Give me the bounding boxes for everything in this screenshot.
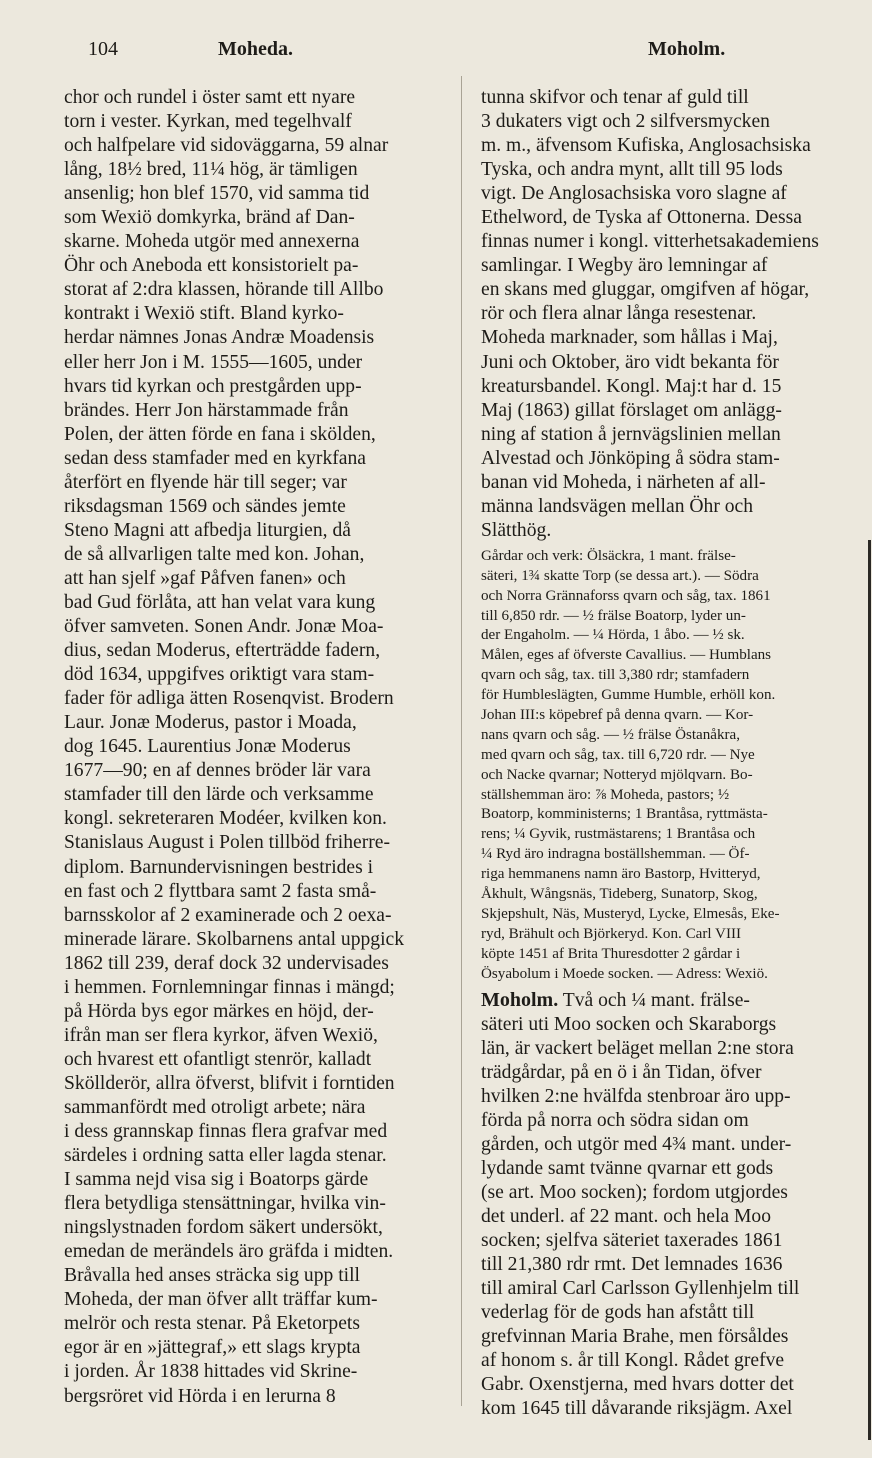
text-line: flera betydliga stensättningar, hvilka vin- [64,1193,386,1215]
small-text-line: och Norra Grännaforss qvarn och såg, tax. 1861 [481,587,771,604]
text-line: att han sjelf »gaf Påfven fanen» och [64,567,346,589]
right-running-title: Moholm. [648,38,726,60]
text-line: diplom. Barnundervisningen bestrides i [64,856,374,878]
text-line: rör och flera alnar långa resestenar. [481,303,757,325]
text-line: som Wexiö domkyrka, bränd af Dan- [64,207,355,229]
small-text-line: med qvarn och såg, tax. till 6,720 rdr. — Nye [481,746,755,763]
text-line: emedan de merändels äro gräfda i midten. [64,1241,394,1263]
small-text-line: qvarn och såg, tax. till 3,380 rdr; stamfadern [481,667,750,684]
text-line: kom 1645 till dåvarande riksjägm. Axel [481,1398,793,1420]
text-line: herdar nämnes Jonas Andræ Moadensis [64,327,375,349]
text-line: männa landsvägen mellan Öhr och [481,495,754,517]
small-text-line: för Humbleslägten, Gumme Humble, erhöll kon. [481,687,776,704]
text-line: grefvinnan Maria Brahe, men försåldes [481,1326,789,1348]
text-line: en skans med gluggar, omgifven af högar, [481,279,810,301]
text-line: 1862 till 239, deraf dock 32 undervisades [64,952,389,974]
small-text-line: Målen, eges af öfverste Cavallius. — Humblans [481,647,772,664]
small-text-line: Gårdar och verk: Ölsäckra, 1 mant. frälse- [481,547,736,564]
small-text-line: ställshemman äro: ⅞ Moheda, pastors; ½ [481,786,730,803]
text-line: minerade lärare. Skolbarnens antal uppgick [64,928,405,950]
text-line: död 1634, uppgifves oriktigt vara stam- [64,664,375,686]
text-line: finnas numer i kongl. vitterhetsakademiens [481,231,819,253]
text-line: ifrån man ser flera kyrkor, äfven Wexiö, [64,1024,378,1046]
text-line: vigt. De Anglosachsiska voro slagne af [481,183,787,205]
text-line: öfver samveten. Sonen Andr. Jonæ Moa- [64,616,384,638]
small-text-line: ryd, Brähult och Björkeryd. Kon. Carl VIII [481,925,742,942]
moholm-headword: Moholm. [481,989,559,1012]
text-line: en fast och 2 flyttbara samt 2 fasta små- [64,880,377,902]
text-line: socken; sjelfva säteriet taxerades 1861 [481,1229,783,1251]
text-line: till amiral Carl Carlsson Gyllenhjelm till [481,1278,800,1300]
text-line: trädgårdar, på en ö i ån Tidan, öfver [481,1061,762,1083]
text-line: banan vid Moheda, i närheten af all- [481,471,766,493]
small-text-line: nans qvarn och såg. — ½ frälse Östanåkra, [481,726,741,743]
text-line: det underl. af 22 mant. och hela Moo [481,1205,772,1227]
text-line: kongl. sekreteraren Modéer, kvilken kon. [64,808,387,830]
small-text-line: säteri, 1¾ skatte Torp (se dessa art.). — Södra [481,567,759,584]
text-line: dius, sedan Moderus, efterträdde fadern, [64,640,381,662]
text-line: sedan dess stamfader med en kyrkfana [64,447,366,469]
text-line: dog 1645. Laurentius Jonæ Moderus [64,736,351,758]
text-line: till 21,380 rdr rmt. Det lemnades 1636 [481,1254,783,1275]
text-line: Sköllderör, allra öfverst, blifvit i forntiden [64,1072,395,1094]
text-line: vederlag för de gods han afstått till [481,1302,755,1324]
text-line: hvilken 2:ne hvälfda stenbroar äro upp- [481,1085,791,1107]
text-line: lydande samt tvänne qvarnar ett gods [481,1157,774,1179]
text-line: kontrakt i Wexiö stift. Bland kyrko- [64,303,344,325]
right-column-farm-list [481,547,838,985]
text-line: i dess grannskap finnas flera grafvar med [64,1121,388,1143]
text-line: Juni och Oktober, äro vidt bekanta för [481,351,779,373]
text-line: och halfpelare vid sidoväggarna, 59 alnar [64,135,389,157]
moholm-first-line-text: Två och ¼ mant. frälse- [558,990,750,1012]
left-running-title: Moheda. [218,38,293,60]
text-line: i jorden. År 1838 hittades vid Skrine- [64,1361,358,1383]
small-text-line: riga hemmanens namn äro Bastorp, Hvitteryd, [481,866,761,883]
text-line: bad Gud förlåta, att han velat vara kung [64,591,376,613]
text-line: melrör och resta stenar. På Eketorpets [64,1313,360,1335]
small-text-line: Ösyabolum i Moede socken. — Adress: Wexiö. [481,965,768,982]
text-line: säteri uti Moo socken och Skaraborgs [481,1013,777,1035]
moholm-entry-first-line [481,988,838,1012]
text-line: Ethelword, de Tyska af Ottonerna. Dessa [481,207,802,229]
text-line: på Hörda bys egor märkes en höjd, der- [64,1000,374,1022]
text-line: skarne. Moheda utgör med annexerna [64,231,360,253]
text-line: egor är en »jättegraf,» ett slags krypta [64,1337,361,1359]
text-line: de så allvarligen talte med kon. Johan, [64,543,365,565]
small-text-line: Johan III:s köpebref på denna qvarn. — Kor- [481,707,754,724]
text-line: län, är vackert beläget mellan 2:ne stora [481,1037,794,1059]
text-line: Moheda, der man öfver allt träffar kum- [64,1289,378,1311]
text-line: Stanislaus August i Polen tillböd friherre- [64,832,390,854]
text-line: gården, och utgör med 4¾ mant. under- [481,1133,792,1155]
text-line: Slätthög. [481,519,552,541]
small-text-line: Skjepshult, Näs, Musteryd, Lycke, Elmesås, Eke- [481,905,780,922]
text-line: Laur. Jonæ Moderus, pastor i Moada, [64,712,357,734]
text-line: kreatursbandel. Kongl. Maj:t har d. 15 [481,375,782,397]
text-line: Alvestad och Jönköping å södra stam- [481,447,780,469]
text-line: storat af 2:dra klassen, hörande till Allbo [64,279,384,301]
text-line: särdeles i ordning satta eller lagda stenar. [64,1145,387,1167]
text-line: hvars tid kyrkan och prestgården upp- [64,375,362,397]
text-line: Gabr. Oxenstjerna, med hvars dotter det [481,1374,794,1396]
text-line: Tyska, och andra mynt, allt till 95 lods [481,159,783,181]
left-column [64,86,449,1409]
text-line: förda på norra och södra sidan om [481,1109,749,1131]
text-line: I samma nejd visa sig i Boatorps gärde [64,1169,369,1191]
text-line: 3 dukaters vigt och 2 silfversmycken [481,111,770,133]
text-line: Öhr och Aneboda ett konsistorielt pa- [64,255,359,277]
small-text-line: rens; ¼ Gyvik, rustmästarens; 1 Brantåsa och [481,826,756,843]
text-line: Maj (1863) gillat förslaget om anlägg- [481,399,782,421]
text-line: riksdagsman 1569 och sändes jemte [64,495,346,517]
text-line: eller herr Jon i M. 1555—1605, under [64,351,363,373]
text-line: Polen, der ätten förde en fana i skölden, [64,423,376,445]
text-line: Steno Magni att afbedja liturgien, då [64,519,351,541]
text-line: fader för adliga ätten Rosenqvist. Brodern [64,688,394,710]
small-text-line: Boatorp, komministerns; 1 Brantåsa, ryttmästa- [481,806,768,823]
column-divider [461,76,462,1406]
moholm-entry-body [481,1013,838,1422]
right-column [481,86,838,1421]
small-text-line: Åkhult, Wångsnäs, Tideberg, Sunatorp, Skog, [481,886,758,903]
text-line: bergsröret vid Hörda i en lerurna 8 [64,1385,336,1407]
page-header [58,38,818,68]
text-line: barnsskolor af 2 examinerade och 2 oexa- [64,904,392,926]
right-column-paragraph [481,86,838,543]
text-line: lång, 18½ bred, 11¼ hög, är tämligen [64,159,358,181]
text-line: chor och rundel i öster samt ett nyare [64,87,356,108]
text-line: samlingar. I Wegby äro lemningar af [481,255,768,277]
text-line: ningslystnaden fordom säkert undersökt, [64,1217,383,1239]
text-line: brändes. Herr Jon härstammade från [64,399,349,421]
small-text-line: der Engaholm. — ¼ Hörda, 1 åbo. — ½ sk. [481,627,745,644]
text-line: 1677—90; en af dennes bröder lär vara [64,760,371,782]
small-text-line: till 6,850 rdr. — ½ frälse Boatorp, lyder un- [481,607,746,624]
text-line: torn i vester. Kyrkan, med tegelhvalf [64,111,352,133]
text-line: af honom s. år till Kongl. Rådet grefve [481,1350,785,1372]
text-line: stamfader till den lärde och verksamme [64,784,374,806]
text-line: och hvarest ett ofantligt stenrör, kalladt [64,1048,372,1070]
page-number: 104 [88,38,118,60]
text-line: tunna skifvor och tenar af guld till [481,87,749,108]
text-line: Bråvalla hed anses sträcka sig upp till [64,1265,361,1287]
small-text-line: köpte 1451 af Brita Thuresdotter 2 gårdar i [481,945,741,962]
page-edge-shadow [868,540,871,1440]
text-line: Moheda marknader, som hållas i Maj, [481,327,778,349]
text-line: ning af station å jernvägslinien mellan [481,423,781,445]
text-line: sammanfördt med otroligt arbete; nära [64,1096,366,1118]
text-line: i hemmen. Fornlemningar finnas i mängd; [64,976,395,998]
text-line: m. m., äfvensom Kufiska, Anglosachsiska [481,135,811,157]
text-line: (se art. Moo socken); fordom utgjordes [481,1181,788,1203]
text-line: ansenlig; hon blef 1570, vid samma tid [64,183,370,205]
small-text-line: och Nacke qvarnar; Notteryd mjölqvarn. Bo- [481,766,753,783]
small-text-line: ¼ Ryd äro indragna boställshemman. — Öf- [481,846,750,863]
text-line: återfört en flyende här till seger; var [64,471,347,493]
